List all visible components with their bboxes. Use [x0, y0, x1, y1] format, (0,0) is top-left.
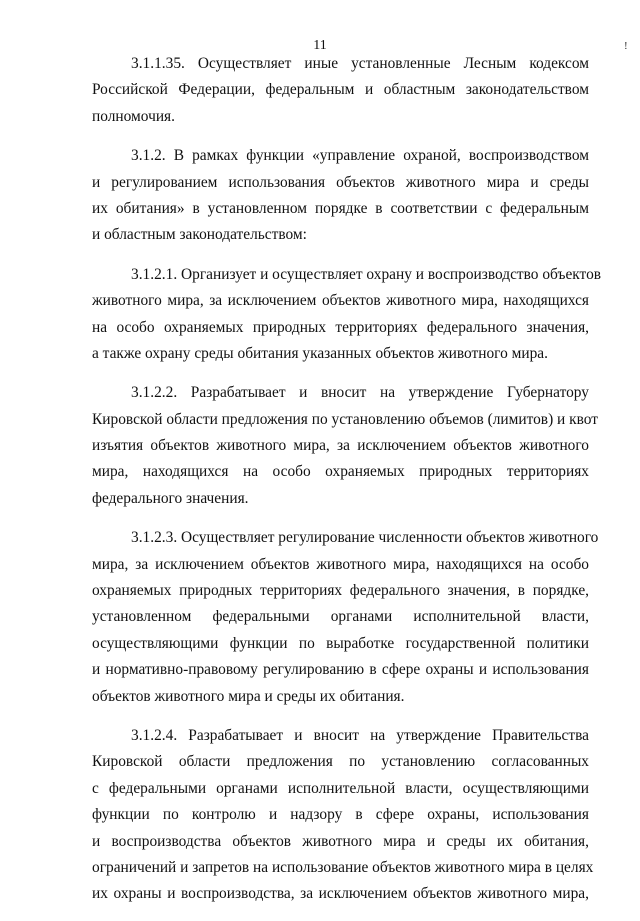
- text-line: 3.1.2.2. Разрабатывает и вносит на утверждение Губернатору: [131, 384, 589, 402]
- text-line: их охраны и воспроизводства, за исключением объектов животного мира,: [92, 885, 589, 903]
- text-line: Кировской области предложения по установлению объемов (лимитов) и квот: [92, 410, 598, 428]
- text-line: ограничений и запретов на использование объектов животного мира в целях: [92, 858, 594, 876]
- text-line: осуществляющими функции по выработке государственной политики: [92, 634, 589, 652]
- paragraph: [92, 723, 594, 908]
- text-line: 3.1.2.1. Организует и осуществляет охрану и воспроизводство объектов: [131, 265, 602, 283]
- text-line: 3.1.1.35. Осуществляет иные установленные Лесным кодексом: [131, 55, 589, 72]
- text-line: с федеральными органами исполнительной власти, осуществляющими: [92, 779, 589, 797]
- paragraph: [92, 51, 589, 130]
- text-line: животного мира, за исключением объектов животного мира, находящихся: [92, 292, 589, 310]
- text-line: на особо охраняемых природных территориях федерального значения,: [92, 318, 589, 336]
- text-line: 3.1.2. В рамках функции «управление охраной, воспроизводством: [131, 147, 589, 165]
- paragraph: [92, 143, 589, 249]
- text-line: и регулированием использования объектов животного мира и среды: [92, 173, 589, 191]
- document-body: [92, 51, 602, 921]
- text-line: установленном федеральными органами исполнительной власти,: [92, 608, 589, 626]
- text-line: 3.1.2.3. Осуществляет регулирование численности объектов животного: [131, 529, 599, 547]
- margin-mark: !: [624, 40, 628, 52]
- text-line: мира, находящихся на особо охраняемых природных территориях: [92, 463, 589, 481]
- text-line: Кировской области предложения по установлению согласованных: [92, 753, 589, 771]
- page-number: 11: [313, 38, 327, 53]
- text-line: объектов животного мира и среды их обитания.: [92, 687, 405, 705]
- text-line: 3.1.2.4. Разрабатывает и вносит на утверждение Правительства: [131, 726, 589, 744]
- paragraph: [92, 525, 599, 710]
- text-line: изъятия объектов животного мира, за исключением объектов животного: [92, 437, 589, 455]
- paragraph: [92, 262, 602, 368]
- text-line: их обитания» в установленном порядке в соответствии с федеральным: [92, 199, 589, 217]
- paragraph: [92, 380, 598, 512]
- text-line: и воспроизводства объектов животного мира и среды их обитания,: [92, 832, 589, 850]
- text-line: мира, за исключением объектов животного мира, находящихся на особо: [92, 555, 589, 573]
- text-line: и нормативно-правовому регулированию в сфере охраны и использования: [92, 661, 589, 679]
- text-line: а также охрану среды обитания указанных объектов животного мира.: [92, 344, 548, 362]
- text-line: федерального значения.: [92, 489, 249, 507]
- text-line: и областным законодательством:: [92, 226, 307, 244]
- text-line: Российской Федерации, федеральным и областным законодательством: [92, 81, 589, 99]
- text-line: функции по контролю и надзору в сфере охраны, использования: [92, 806, 589, 824]
- text-line: полномочия.: [92, 107, 175, 125]
- text-line: охраняемых природных территориях федерального значения, в порядке,: [92, 582, 589, 600]
